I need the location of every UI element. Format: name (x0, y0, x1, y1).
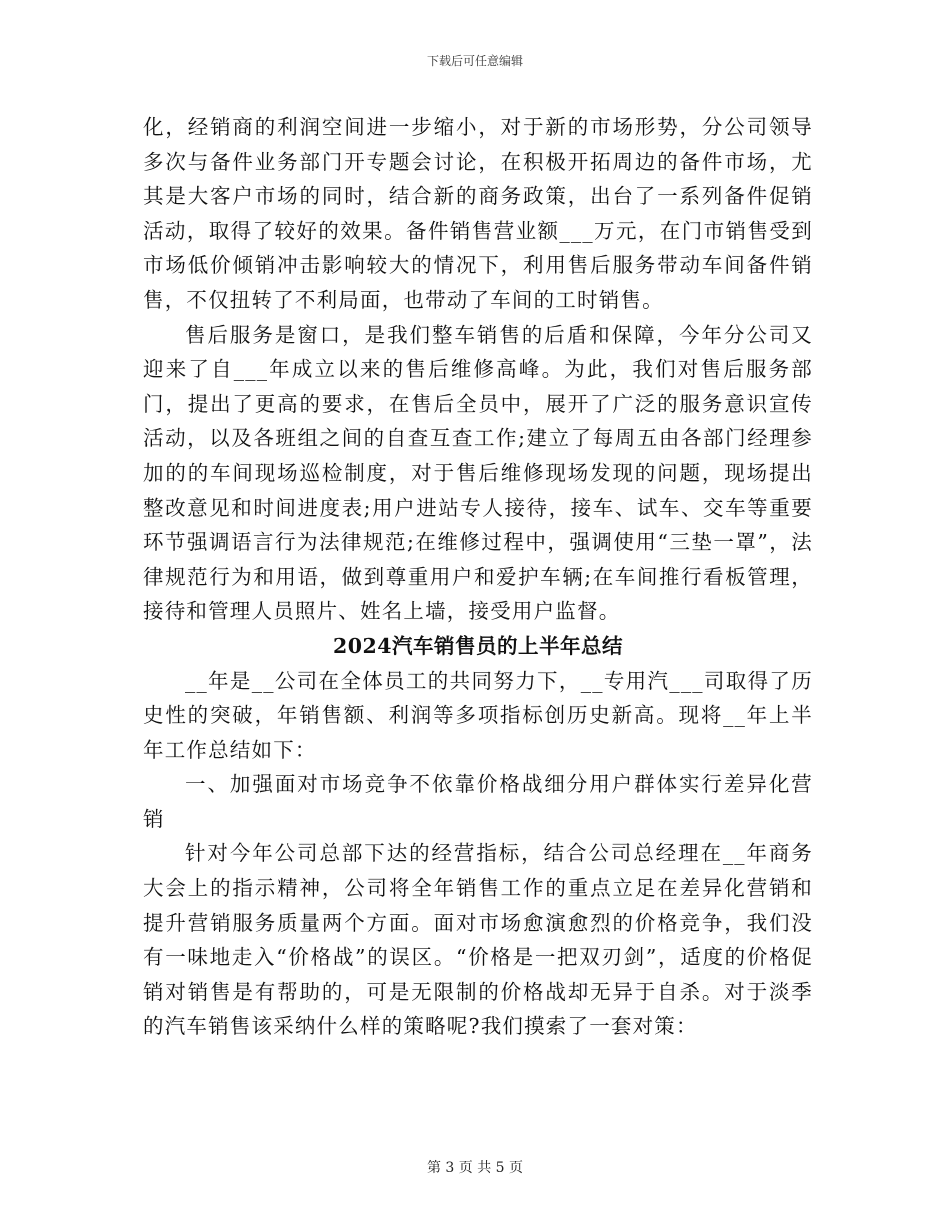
paragraph-parts-sales: 化，经销商的利润空间进一步缩小，对于新的市场形势，分公司领导多次与备件业务部门开专题会讨论，在积极开拓周边的备件市场，尤其是大客户市场的同时，结合新的商务政策，出台了一系列备件促销活动，取得了较好的效果。备件销售营业额___万元，在门市销售受到市场低价倾销冲击影响较大的情况下，利用售后服务带动车间备件销售，不仅扭转了不利局面，也带动了车间的工时销售。 (143, 115, 813, 312)
paragraph-intro: __年是__公司在全体员工的共同努力下，__专用汽___司取得了历史性的突破，年销售额、利润等多项指标创历史新高。现将__年上半年工作总结如下： (143, 668, 813, 762)
subheading-point-one: 一、加强面对市场竞争不依靠价格战细分用户群体实行差异化营销 (143, 772, 813, 831)
header-note: 下载后可任意编辑 (426, 54, 523, 68)
page-number: 第 3 页 共 5 页 (426, 1160, 524, 1176)
section-title: 2024汽车销售员的上半年总结 (332, 633, 624, 658)
paragraph-after-sales-service: 售后服务是窗口，是我们整车销售的后盾和保障，今年分公司又迎来了自___年成立以来的售后维修高峰。为此，我们对售后服务部门，提出了更高的要求，在售后全员中，展开了广泛的服务意识宣传活动，以及各班组之间的自查互查工作;建立了每周五由各部门经理参加的的车间现场巡检制度，对于售后维修现场发现的问题，现场提出整改意见和时间进度表;用户进站专人接待，接车、试车、交车等重要环节强调语言行为法律规范;在维修过程中，强调使用“三垫一罩”，法律规范行为和用语，做到尊重用户和爱护车辆;在车间推行看板管理，接待和管理人员照片、姓名上墙，接受用户监督。 (143, 322, 813, 624)
document-body (143, 110, 813, 1044)
paragraph-strategy: 针对今年公司总部下达的经营指标，结合公司总经理在__年商务大会上的指示精神，公司将全年销售工作的重点立足在差异化营销和提升营销服务质量两个方面。面对市场愈演愈烈的价格竞争，我们没有一味地走入“价格战”的误区。“价格是一把双刃剑”，适度的价格促销对销售是有帮助的，可是无限制的价格战却无异于自杀。对于淡季的汽车销售该采纳什么样的策略呢?我们摸索了一套对策： (143, 841, 813, 1039)
